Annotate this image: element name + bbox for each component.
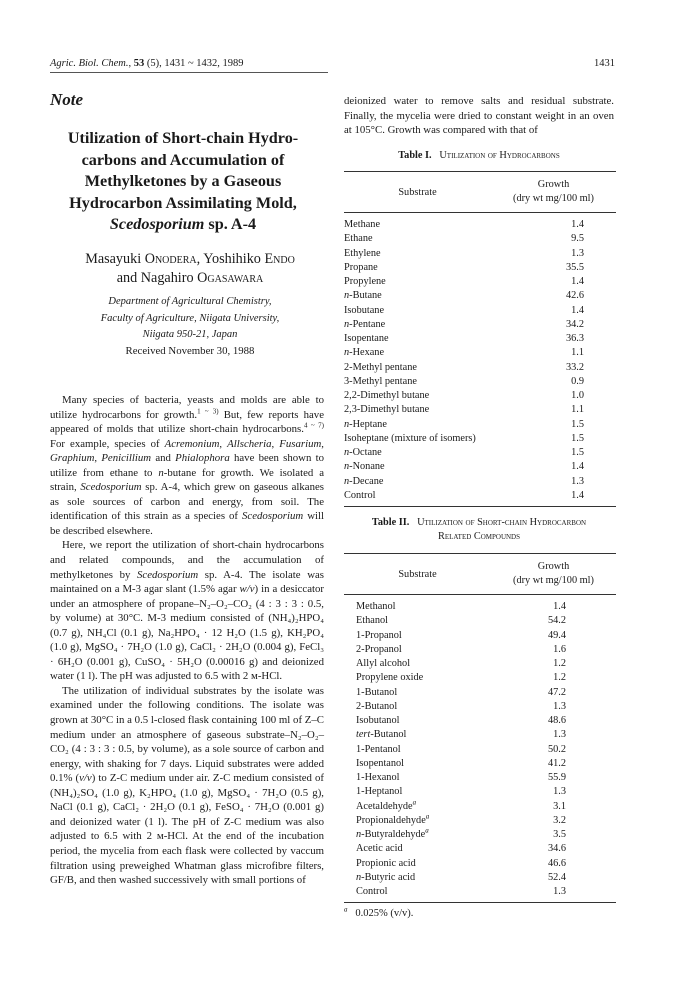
table2-label: Table II. [371, 517, 410, 528]
growth-value: 1.4 [571, 461, 584, 473]
substrate-cell [344, 318, 532, 332]
substrate-cell [356, 629, 514, 643]
table-row [356, 657, 616, 671]
table-row [344, 346, 616, 360]
substrate-cell [356, 800, 514, 814]
growth-value: 1.2 [553, 658, 566, 669]
journal-volume: 53 [133, 58, 145, 69]
substrate-name: Acetic acid [356, 843, 403, 855]
italic-prefix: n [356, 871, 362, 883]
growth-value: 1.4 [571, 489, 584, 501]
table-row [344, 375, 616, 389]
affiliation-line: Faculty of Agriculture, Niigata University, [100, 312, 280, 324]
substrate-name: 2,2-Dimethyl butane [344, 390, 430, 401]
substrate-cell [344, 446, 532, 460]
footnote-mark: a [344, 905, 348, 914]
italic-unit: w/v [239, 583, 255, 596]
table-row [356, 671, 616, 685]
italic-prefix: n [344, 347, 350, 359]
substrate-cell [344, 232, 532, 246]
species: Scedosporium [137, 568, 199, 581]
substrate-name: -Octane [349, 447, 382, 458]
text: ) to Z-C medium under air. Z-C medium consisted of (NH₄)₂SO₄ (1.0 g), K₂HPO₄ (1.0 g), MgSO₄ · 7H₂O (0.5 g), NaCl (0.1 g), CaCl₂ · 2H₂O (0.1 g), FeSO₄ · 7H₂O (0.001 g) and deionized water (1 l). The pH of Z-C medium was also adjusted to 6.5 with 2 м-HCl. At the end of the incubation period, the mycelia from each flask were collected by vaccum filtration using preweighed Whatman glass microfibre filters, GF/B, and then washed successively with small portions of [50, 772, 324, 887]
growth-value: 1.3 [553, 700, 566, 712]
growth-value: 0.9 [571, 375, 584, 387]
growth-value: 1.6 [553, 643, 566, 655]
table-row [356, 700, 616, 714]
table-row [344, 247, 616, 261]
table1-label: Table I. [398, 150, 432, 161]
table-row [356, 714, 616, 728]
title-line: Hydrocarbon Assimilating Mold, [69, 193, 297, 212]
table-row [344, 304, 616, 318]
substrate-cell [344, 489, 532, 503]
substrate-cell [344, 275, 532, 289]
growth-value: 42.6 [565, 290, 584, 302]
substrate-cell [344, 403, 532, 417]
substrate-cell [344, 346, 532, 360]
author-text: and Nagahiro [116, 270, 198, 286]
table-row [356, 728, 616, 742]
substrate-cell [344, 261, 532, 275]
substrate-name: Isoheptane (mixture of isomers) [344, 432, 476, 444]
substrate-name: Propylene oxide [356, 672, 424, 684]
substrate-name: Ethanol [356, 615, 389, 627]
growth-value: 1.4 [571, 276, 584, 287]
page-number: 1431 [594, 58, 615, 69]
substrate-cell [344, 247, 532, 261]
italic-prefix: n [356, 829, 362, 840]
table-row [356, 643, 616, 657]
table2-title-line2: Related Compounds [437, 531, 521, 542]
growth-value: 1.3 [571, 247, 584, 259]
table-row [344, 432, 616, 446]
substrate-cell [344, 304, 532, 318]
italic-prefix: n [344, 290, 350, 302]
affiliation-line: Department of Agricultural Chemistry, [108, 296, 272, 307]
substrate-cell [356, 614, 514, 628]
substrate-cell [356, 771, 514, 785]
body-text-right: deionized water to remove salts and residual substrate. Finally, the mycelia were dried to constant weight in an oven at 105°C. Growth was compared with that of [344, 95, 614, 137]
substrate-name: Control [344, 489, 376, 501]
genus: Graphium [50, 452, 95, 465]
substrate-name: -Butyraldehyde [361, 829, 426, 840]
col-growth [491, 178, 616, 206]
substrate-cell [356, 814, 514, 828]
paragraph-3 [50, 684, 324, 888]
author-surname: Endo [264, 251, 295, 267]
table-row [356, 743, 616, 757]
substrate-cell [356, 871, 514, 885]
substrate-name: 1-Hexanol [356, 772, 400, 783]
substrate-name: Propane [344, 261, 378, 273]
substrate-cell [344, 418, 532, 432]
table-row [356, 814, 616, 828]
substrate-cell [344, 475, 532, 489]
table-rule [344, 212, 616, 213]
substrate-cell [356, 686, 514, 700]
growth-value: 1.4 [553, 601, 566, 612]
substrate-name: -Butane [349, 290, 382, 302]
table1-header [344, 172, 616, 212]
growth-value: 3.5 [553, 829, 566, 840]
table-row [356, 871, 616, 885]
table-row [356, 686, 616, 700]
journal-issue-pages: (5), 1431 ~ 1432, 1989 [144, 58, 244, 69]
table1 [344, 171, 616, 507]
growth-value: 1.3 [571, 475, 584, 487]
author-text: , Yoshihiko [196, 251, 265, 267]
text: sp. A-4. The isolate was maintained on a M-3 agar slant (1.5% agar [50, 568, 324, 596]
citation: 1 ~ 3) [197, 406, 219, 415]
table-row [344, 446, 616, 460]
table-row [344, 475, 616, 489]
substrate-name: Ethane [344, 233, 373, 245]
text: -butane for growth. We isolated a strain, [50, 466, 325, 494]
growth-value: 1.4 [571, 219, 584, 230]
text: Here, we report the utilization of short-chain hydrocarbons and related compounds, and the accumulation of methylketones by [50, 539, 324, 581]
running-header: Agric. Biol. Chem., 53 (5), 1431 ~ 1432, 1989 [50, 58, 328, 73]
growth-value: 1.4 [571, 304, 584, 316]
paragraph-2 [50, 538, 324, 683]
footnote-mark: a [425, 812, 430, 821]
growth-value: 35.5 [565, 261, 584, 273]
citation: 4 ~ 7) [303, 421, 324, 430]
genus: Phialophora [175, 452, 230, 465]
growth-value: 48.6 [547, 715, 566, 726]
italic-prefix: n [344, 447, 350, 458]
growth-value: 1.3 [553, 886, 566, 897]
substrate-cell [344, 389, 532, 403]
table2-title: Utilization of Short-chain Hydrocarbon [417, 517, 587, 528]
table2-header [344, 554, 616, 594]
text: The utilization of individual substrates by the isolate was examined under the following conditions. The isolate was grown at 30°C in a 0.5 l-closed flask containing 100 ml of Z–C medium under an atmosphere of gaseous substrate–N₂–O₂–CO₂ (4 : 3 : 3 : 0.5, by volume), as a sole source of carbon and energy, with shaking for 7 days. Liquid substrates were added 0.1% ( [50, 684, 324, 785]
footnote-mark: a [425, 826, 429, 835]
table-row [344, 460, 616, 474]
growth-value: 52.4 [547, 871, 566, 883]
table2 [344, 553, 616, 903]
growth-value: 9.5 [571, 233, 584, 245]
growth-value: 1.1 [571, 347, 584, 359]
italic-prefix: n [344, 418, 350, 430]
substrate-cell [344, 332, 532, 346]
growth-value: 47.2 [547, 686, 566, 698]
substrate-name: -Hexane [349, 347, 385, 359]
growth-value: 1.5 [571, 447, 584, 458]
substrate-cell [344, 432, 532, 446]
col-growth-unit: (dry wt mg/100 ml) [513, 193, 594, 204]
table2-caption [344, 516, 614, 544]
table1-body [344, 218, 616, 503]
growth-value: 1.3 [553, 729, 566, 741]
substrate-cell [356, 842, 514, 856]
received-date: Received November 30, 1988 [125, 345, 255, 357]
substrate-name: -Butyric acid [361, 871, 416, 883]
growth-value: 1.2 [553, 672, 566, 684]
substrate-cell [356, 757, 514, 771]
title-line: Methylketones by a Gaseous [84, 172, 282, 190]
genus: Penicillium [101, 452, 152, 465]
table-row [344, 261, 616, 275]
table-row [356, 757, 616, 771]
growth-value: 1.3 [553, 786, 566, 798]
footnote-text: 0.025% (v/v). [355, 908, 414, 919]
table-row [356, 885, 616, 899]
table-row [356, 600, 616, 614]
growth-value: 54.2 [547, 615, 566, 627]
substrate-cell [356, 785, 514, 799]
growth-value: 41.2 [547, 757, 566, 769]
italic-prefix: n [344, 461, 350, 473]
table-row [344, 218, 616, 232]
title-species: Scedosporium [109, 215, 205, 233]
substrate-name: -Decane [349, 475, 384, 487]
table2-footnote [344, 905, 414, 919]
author-surname: Onodera [144, 251, 197, 267]
substrate-cell [344, 460, 532, 474]
col-growth-unit: (dry wt mg/100 ml) [513, 575, 594, 586]
table-row [344, 289, 616, 303]
growth-value: 3.1 [553, 800, 566, 812]
substrate-name: 1-Butanol [356, 686, 398, 698]
text: But, few reports have appeared of molds that utilize short-chain hydrocarbons. [50, 408, 324, 436]
substrate-cell [356, 857, 514, 871]
col-growth [491, 560, 616, 588]
substrate-cell [356, 700, 514, 714]
substrate-name: Isopentane [344, 333, 389, 344]
substrate-cell [356, 828, 514, 842]
table-row [356, 800, 616, 814]
table-row [344, 403, 616, 417]
text: sp. A-4, which grew on gaseous alkanes as sole sources of carbon and energy, from soil. The identification of this strain as a species of [50, 481, 324, 523]
text: Many species of bacteria, yeasts and molds are able to utilize hydrocarbons for growth. [50, 394, 324, 421]
body-text-left [50, 393, 324, 888]
table-row [344, 275, 616, 289]
col-substrate: Substrate [398, 186, 437, 198]
table-row [356, 614, 616, 628]
substrate-name: Propionaldehyde [356, 814, 426, 826]
col-growth-line: Growth [537, 179, 570, 190]
italic-unit: v/v [79, 772, 92, 785]
substrate-name: 3-Methyl pentane [344, 375, 417, 387]
substrate-cell [356, 743, 514, 757]
growth-value: 55.9 [547, 772, 566, 783]
table-row [356, 842, 616, 856]
substrate-cell [344, 289, 532, 303]
table-row [344, 489, 616, 503]
growth-value: 1.0 [571, 390, 584, 401]
substrate-cell [356, 714, 514, 728]
paragraph-1: Many species of bacteria, yeasts and molds are able to utilize hydrocarbons for growth.$^{1 \sim 3)}$ But, few reports have appeared of molds that utilize short-chain hydrocarbons.$^{4 \sim 7)}$ For example, species of Acremonium, Allscheria, Fusarium, Graphium, Penicillium and Phialophora have been shown to utilize from ethane to n-butane for growth. We isolated a strain, Scedosporium sp. A-4, which grew on gaseous alkanes as sole sources of carbon and energy, from soil. The identification of this strain as a species of Scedosporium will be described elsewhere. [50, 394, 325, 537]
table-row [356, 771, 616, 785]
text: will be described elsewhere. [50, 510, 325, 537]
table-row [344, 361, 616, 375]
article-title [58, 128, 308, 236]
substrate-name: 1-Heptanol [356, 786, 403, 798]
col-growth-line: Growth [537, 561, 570, 572]
substrate-cell [344, 375, 532, 389]
author-surname: Ogasawara [197, 270, 264, 286]
table-row [356, 629, 616, 643]
substrate-name: Methane [344, 219, 381, 230]
growth-value: 34.6 [547, 843, 566, 855]
growth-value: 49.4 [547, 629, 566, 641]
substrate-cell [344, 361, 532, 375]
substrate-name: 1-Pentanol [356, 743, 401, 755]
text: For example, species of [50, 437, 165, 450]
table-rule [344, 902, 616, 903]
text: ) in a desiccator under an atmosphere of propane–N₂–O₂–CO₂ (4 : 3 : 3 : 0.5, by volume) at 30°C. M-3 medium consisted of (NH₄)₂HPO₄ (0.7 g), NH₄Cl (0.1 g), Na₂HPO₄ · 12 H₂O (1.5 g), KH₂PO₄ (1.0 g), MgSO₄ · 7H₂O (1.0 g), CaCl₂ · 2H₂O (0.004 g), FeCl₃ · 6H₂O (0.001 g), CuSO₄ · 5H₂O (0.00016 g) and deionized water (1 l). The pH was adjusted to 6.5 with 2 м-HCl. [50, 583, 324, 683]
substrate-name: -Butanol [370, 729, 407, 741]
species: Scedosporium [242, 510, 304, 523]
substrate-name: Isopentanol [356, 757, 405, 769]
table-rule [344, 506, 616, 507]
substrate-name: -Nonane [349, 461, 385, 473]
substrate-name: Propionic acid [356, 857, 416, 869]
italic-prefix: n [158, 466, 164, 479]
affiliation-line: Niigata 950-21, Japan [142, 329, 238, 340]
table-row [344, 389, 616, 403]
substrate-cell [356, 600, 514, 614]
title-strain: sp. A-4 [204, 215, 257, 233]
substrate-name: Isobutanol [356, 715, 400, 726]
table2-body [344, 600, 616, 899]
italic-prefix: tert [356, 729, 371, 741]
growth-value: 33.2 [565, 361, 584, 373]
text: have been shown to utilize from ethane to [50, 452, 324, 479]
table-row [344, 232, 616, 246]
genus: Fusarium [279, 437, 322, 450]
species: Scedosporium [80, 481, 142, 494]
table-row [344, 418, 616, 432]
title-line [58, 214, 308, 236]
table1-caption [344, 150, 614, 161]
substrate-cell [356, 728, 514, 742]
substrate-cell [344, 218, 532, 232]
affiliation [50, 294, 330, 344]
growth-value: 46.6 [547, 857, 566, 869]
substrate-name: 2-Methyl pentane [344, 361, 417, 373]
substrate-name: Acetaldehyde [356, 800, 413, 812]
footnote-mark: a [412, 798, 417, 807]
table-row [356, 828, 616, 842]
section-label: Note [50, 90, 84, 109]
substrate-cell [356, 643, 514, 657]
genus: Acremonium [164, 437, 220, 450]
substrate-name: -Pentane [349, 318, 386, 330]
substrate-name: Isobutane [344, 304, 385, 316]
table1-title: Utilization of Hydrocarbons [439, 150, 560, 161]
author-text: Masayuki [85, 251, 145, 267]
table-row [344, 332, 616, 346]
growth-value: 36.3 [565, 333, 584, 344]
growth-value: 34.2 [565, 318, 584, 330]
col-substrate: Substrate [398, 568, 437, 580]
italic-prefix: n [344, 475, 350, 487]
substrate-name: -Heptane [349, 418, 387, 430]
table-rule [344, 594, 616, 595]
substrate-name: Control [356, 886, 388, 897]
growth-value: 50.2 [547, 743, 566, 755]
substrate-name: Ethylene [344, 247, 381, 259]
authors [50, 250, 330, 288]
genus: Allscheria [227, 437, 272, 450]
growth-value: 1.5 [571, 418, 584, 430]
growth-value: 3.2 [553, 814, 566, 826]
substrate-name: Methanol [356, 601, 396, 612]
substrate-cell [356, 657, 514, 671]
substrate-name: 2-Butanol [356, 700, 398, 712]
substrate-name: Propylene [344, 276, 386, 287]
growth-value: 1.1 [571, 404, 584, 416]
title-line: carbons and Accumulation of [81, 150, 285, 169]
table-row [356, 785, 616, 799]
journal-name: Agric. Biol. Chem. [50, 58, 129, 69]
substrate-cell [356, 885, 514, 899]
italic-prefix: n [344, 318, 350, 330]
substrate-name: 2-Propanol [356, 643, 402, 655]
substrate-name: 1-Propanol [356, 629, 402, 641]
title-line: Utilization of Short-chain Hydro- [67, 129, 299, 147]
substrate-name: Allyl alcohol [356, 658, 411, 669]
table-row [344, 318, 616, 332]
substrate-cell [356, 671, 514, 685]
growth-value: 1.5 [571, 432, 584, 444]
table-row [356, 857, 616, 871]
substrate-name: 2,3-Dimethyl butane [344, 404, 430, 416]
